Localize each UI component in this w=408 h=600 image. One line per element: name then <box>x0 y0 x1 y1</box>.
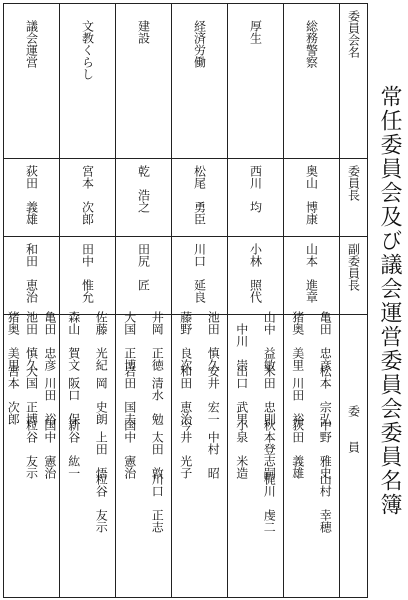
committee-name: 総務警察 <box>284 4 340 159</box>
member-name: 井岡 正徳 <box>150 311 165 371</box>
members-cell <box>116 311 172 598</box>
member-name: 岩田 国夫 <box>122 365 137 425</box>
member-name: 川田 裕 <box>42 377 57 425</box>
chair-cell: 乾 浩之 <box>116 159 172 237</box>
vice-chair-cell: 和田 恵治 <box>4 237 60 315</box>
vice-chair-cell: 川口 延良 <box>172 237 228 315</box>
member-name: 阪口 保 <box>66 377 81 425</box>
member-name: 秋本登志嗣 <box>262 419 277 479</box>
chair-cell: 奥山 博康 <box>284 159 340 237</box>
member-name: 米田 忠則 <box>262 365 277 425</box>
member-name: 亀田 忠彦 <box>42 311 57 371</box>
page-title: 常任委員会及び議会運営委員会委員名簿 <box>377 85 402 517</box>
chair-cell: 荻田 義雄 <box>4 159 60 237</box>
member-name: 梶川 虔二 <box>262 473 277 533</box>
header-vice-chair: 副委員長 <box>340 237 368 315</box>
committee-name: 文教くらし <box>60 4 116 159</box>
vice-chair-cell: 山本 進章 <box>284 237 340 315</box>
members-cell <box>284 311 340 598</box>
roster-table <box>3 3 368 598</box>
member-name: 森山 賀文 <box>66 311 81 371</box>
member-name: 藤野 良次 <box>178 311 193 371</box>
member-name: 山中 益敏 <box>262 311 277 371</box>
header-committee-name: 委員会名 <box>340 4 368 159</box>
member-name: 粒谷 友示 <box>94 473 109 533</box>
header-members: 委 員 <box>340 315 368 598</box>
chair-cell: 松尾 勇臣 <box>172 159 228 237</box>
member-name: 荻田 義雄 <box>290 419 305 479</box>
member-name: 新谷 紘一 <box>66 419 81 479</box>
committee-name: 議会運営 <box>4 4 60 159</box>
vice-chair-cell: 田中 惟允 <box>60 237 116 315</box>
member-name: 池田 慎久 <box>24 311 39 371</box>
vice-chair-cell: 田尻 匠 <box>116 237 172 315</box>
member-name: 宮本 次郎 <box>6 365 21 425</box>
committee-name: 経済労働 <box>172 4 228 159</box>
member-name: 国中 憲治 <box>122 419 137 479</box>
member-name: 清水 勉 <box>150 377 165 425</box>
member-name: 大国 正博 <box>24 365 39 425</box>
member-name: 国中 憲治 <box>42 419 57 479</box>
members-cell <box>172 311 228 598</box>
members-cell <box>60 311 116 598</box>
member-name: 大国 正博 <box>122 311 137 371</box>
member-name: 太田 敦 <box>150 431 165 479</box>
member-name: 猪奥 美里 <box>6 311 21 371</box>
member-name: 今井 光子 <box>178 419 193 479</box>
committee-name: 厚生 <box>228 4 284 159</box>
member-name: 小泉 米造 <box>234 419 249 479</box>
member-name: 粒谷 友示 <box>24 419 39 479</box>
member-name: 岡 史朗 <box>94 377 109 425</box>
member-name: 佐藤 光紀 <box>94 311 109 371</box>
members-cell <box>4 311 60 598</box>
member-name: 亀田 忠彦 <box>318 311 333 371</box>
header-chair: 委員長 <box>340 159 368 237</box>
member-name: 上田 悟 <box>94 431 109 479</box>
member-name: 猪奥 美里 <box>290 311 305 371</box>
member-name: 川口 正志 <box>150 473 165 533</box>
chair-cell: 宮本 次郎 <box>60 159 116 237</box>
member-name: 山村 幸穂 <box>318 473 333 533</box>
member-name: 出口 武男 <box>234 365 249 425</box>
member-name: 池田 慎久 <box>206 311 221 371</box>
member-name: 中野 雅史 <box>318 419 333 479</box>
chair-cell: 西川 均 <box>228 159 284 237</box>
vice-chair-cell: 小林 照代 <box>228 237 284 315</box>
member-name: 安井 宏一 <box>206 365 221 425</box>
member-name: 和田 恵治 <box>178 365 193 425</box>
members-cell <box>228 311 284 598</box>
member-name: 川田 裕 <box>290 377 305 425</box>
committee-name: 建設 <box>116 4 172 159</box>
member-name: 中川 崇 <box>234 323 249 371</box>
member-name: 中村 昭 <box>206 431 221 479</box>
member-name: 松本 宗弘 <box>318 365 333 425</box>
